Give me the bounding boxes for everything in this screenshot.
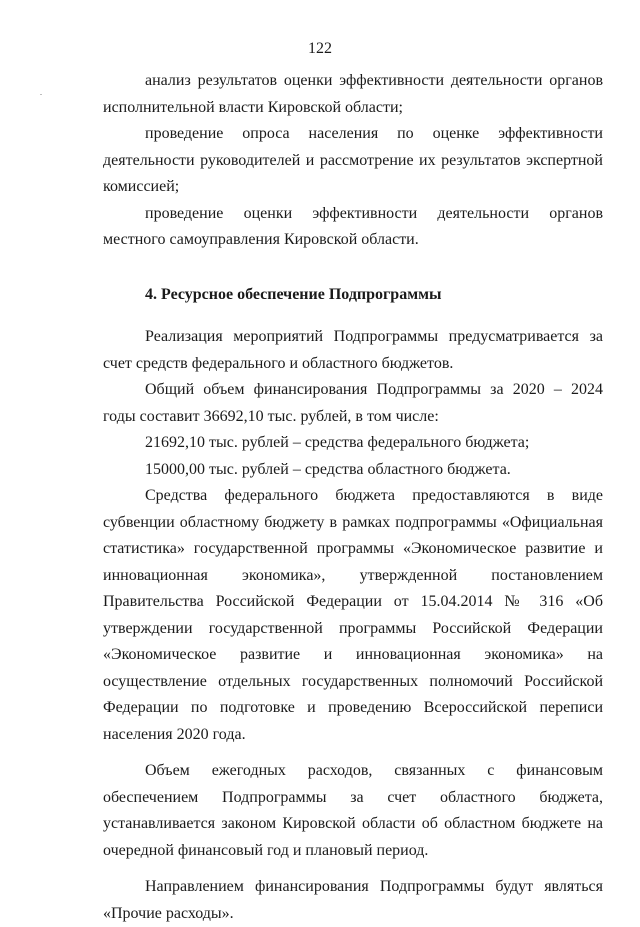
paragraph: 15000,00 тыс. рублей – средства областного бюджета. [145,460,511,478]
paragraph: Объем ежегодных расходов, связанных с финансовым обеспечением Подпрограммы за счет областного бюджета, устанавливается законом Кировской области об областном бюджете на очередной финансовый год и плановый период. [103,762,603,859]
document-body [103,68,603,927]
paragraph: анализ результатов оценки эффективности деятельности органов исполнительной власти Кировской области; [103,72,603,116]
page-number: 122 [308,40,332,57]
paragraph: проведение оценки эффективности деятельности органов местного самоуправления Кировской области. [103,204,603,248]
paragraph: Средства федерального бюджета предоставляются в виде субвенции областному бюджету в рамках подпрограммы «Официальная статистика» государственной программы «Экономическое развитие и инновационная экономика», утвержденной постановлением Правительства Российской Федерации от 15.04.2014 № 316 «Об утверждении государственной программы Российской Федерации «Экономическое развитие и инновационная экономика» на осуществление отдельных государственных полномочий Российской Федерации по подготовке и проведению Всероссийской переписи населения 2020 года. [103,487,603,743]
paragraph: проведение опроса населения по оценке эффективности деятельности руководителей и рассмотрение их результатов экспертной комиссией; [103,125,603,195]
paragraph: Реализация мероприятий Подпрограммы предусматривается за счет средств федерального и областного бюджетов. [103,328,603,372]
paragraph: 21692,10 тыс. рублей – средства федерального бюджета; [145,434,530,451]
scan-artifact: . [40,88,42,97]
paragraph: Общий объем финансирования Подпрограммы за 2020 – 2024 годы составит 36692,10 тыс. рублей, в том числе: [103,381,603,425]
section-heading: 4. Ресурсное обеспечение Подпрограммы [145,285,442,303]
paragraph: Направлением финансирования Подпрограммы будут являться «Прочие расходы». [103,878,603,922]
